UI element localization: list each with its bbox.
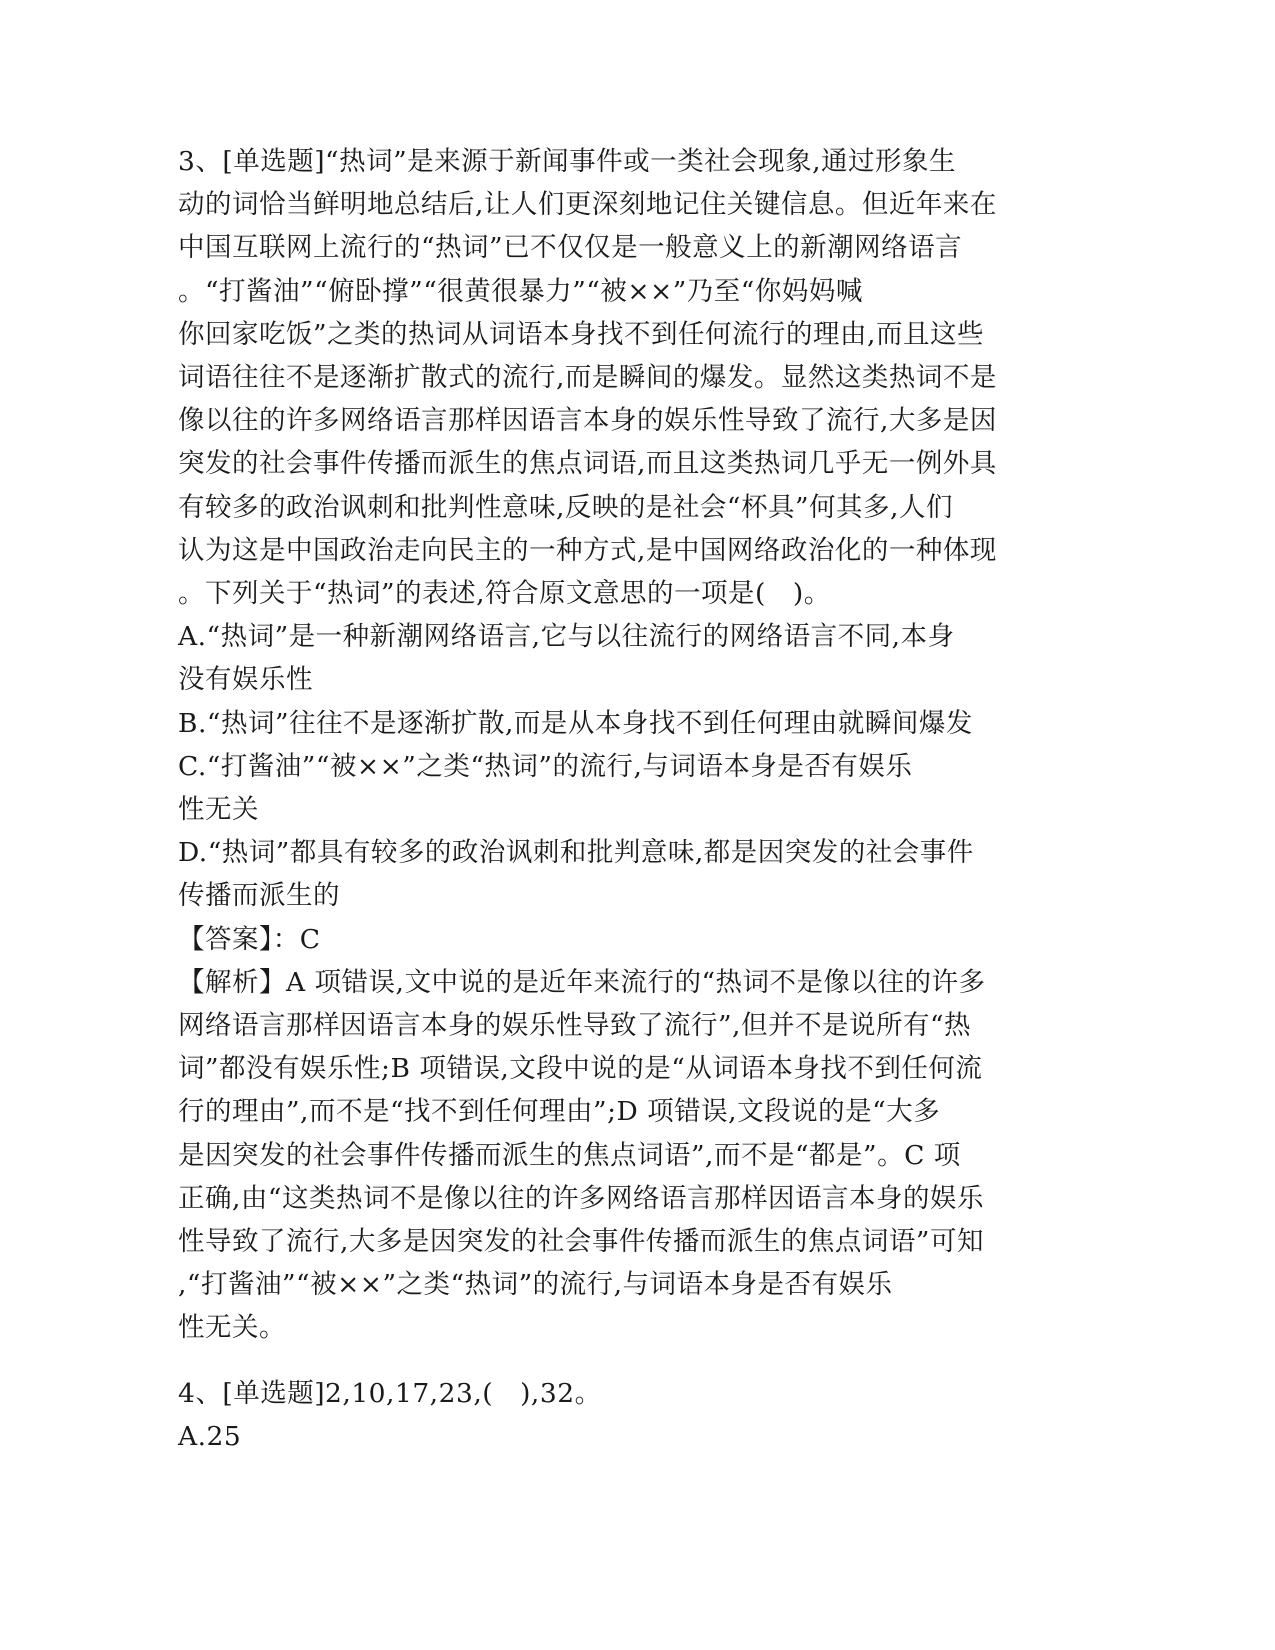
stem-line: 有较多的政治讽刺和批判性意味,反映的是社会“杯具”何其多,人们	[178, 491, 953, 523]
analysis-line: 【解析】A 项错误,文中说的是近年来流行的“热词不是像以往的许多	[178, 966, 986, 998]
question-4-option-a: A.25	[178, 1420, 242, 1452]
analysis-line: 词”都没有娱乐性;B 项错误,文段中说的是“从词语本身找不到任何流	[178, 1053, 983, 1085]
stem-line: 突发的社会事件传播而派生的焦点词语,而且这类热词几乎无一例外具	[178, 448, 997, 480]
answer-line: 【答案】：C	[178, 923, 321, 955]
analysis-line: 是因突发的社会事件传播而派生的焦点词语”,而不是“都是”。C 项	[178, 1139, 961, 1171]
question-3-stem	[178, 140, 1038, 615]
stem-line: 中国互联网上流行的“热词”已不仅仅是一般意义上的新潮网络语言	[178, 232, 963, 264]
option-a-line: 没有娱乐性	[178, 664, 313, 696]
option-b-line: B.“热词”往往不是逐渐扩散,而是从本身找不到任何理由就瞬间爆发	[178, 707, 973, 739]
stem-line: 词语往往不是逐渐扩散式的流行,而是瞬间的爆发。显然这类热词不是	[178, 362, 997, 394]
option-d-line: 传播而派生的	[178, 880, 340, 912]
stem-line: 像以往的许多网络语言那样因语言本身的娱乐性导致了流行,大多是因	[178, 405, 997, 437]
answer	[178, 918, 1038, 961]
question-4	[178, 1372, 1038, 1458]
option-c-line: 性无关	[178, 794, 259, 826]
question-4-stem: 4、[单选题]2,10,17,23,( ),32。	[178, 1377, 602, 1409]
analysis	[178, 961, 1038, 1350]
analysis-line: 性无关。	[178, 1312, 286, 1344]
stem-line: 。“打酱油”“俯卧撑”“很黄很暴力”“被××”乃至“你妈妈喊	[178, 275, 863, 307]
option-c	[178, 745, 1038, 831]
stem-line: 你回家吃饭”之类的热词从词语本身找不到任何流行的理由,而且这些	[178, 318, 984, 350]
document-page	[178, 140, 1038, 1458]
option-c-line: C.“打酱油”“被××”之类“热词”的流行,与词语本身是否有娱乐	[178, 750, 913, 782]
option-d-line: D.“热词”都具有较多的政治讽刺和批判意味,都是因突发的社会事件	[178, 837, 974, 869]
stem-line: 动的词恰当鲜明地总结后,让人们更深刻地记住关键信息。但近年来在	[178, 189, 997, 221]
option-b	[178, 702, 1038, 745]
option-d	[178, 831, 1038, 917]
analysis-line: 正确,由“这类热词不是像以往的许多网络语言那样因语言本身的娱乐	[178, 1182, 984, 1214]
stem-line: 认为这是中国政治走向民主的一种方式,是中国网络政治化的一种体现	[178, 534, 997, 566]
stem-line: 3、[单选题]“热词”是来源于新闻事件或一类社会现象,通过形象生	[178, 146, 957, 177]
option-a	[178, 615, 1038, 701]
stem-line: 。下列关于“热词”的表述,符合原文意思的一项是( )。	[178, 578, 831, 610]
analysis-line: 性导致了流行,大多是因突发的社会事件传播而派生的焦点词语”可知	[178, 1226, 984, 1258]
question-spacer	[178, 1350, 1038, 1372]
analysis-line: 行的理由”,而不是“找不到任何理由”;D 项错误,文段说的是“大多	[178, 1096, 941, 1128]
option-a-line: A.“热词”是一种新潮网络语言,它与以往流行的网络语言不同,本身	[178, 621, 955, 653]
question-3	[178, 140, 1038, 1350]
analysis-line: ,“打酱油”“被××”之类“热词”的流行,与词语本身是否有娱乐	[178, 1269, 893, 1301]
analysis-line: 网络语言那样因语言本身的娱乐性导致了流行”,但并不是说所有“热	[178, 1010, 972, 1042]
